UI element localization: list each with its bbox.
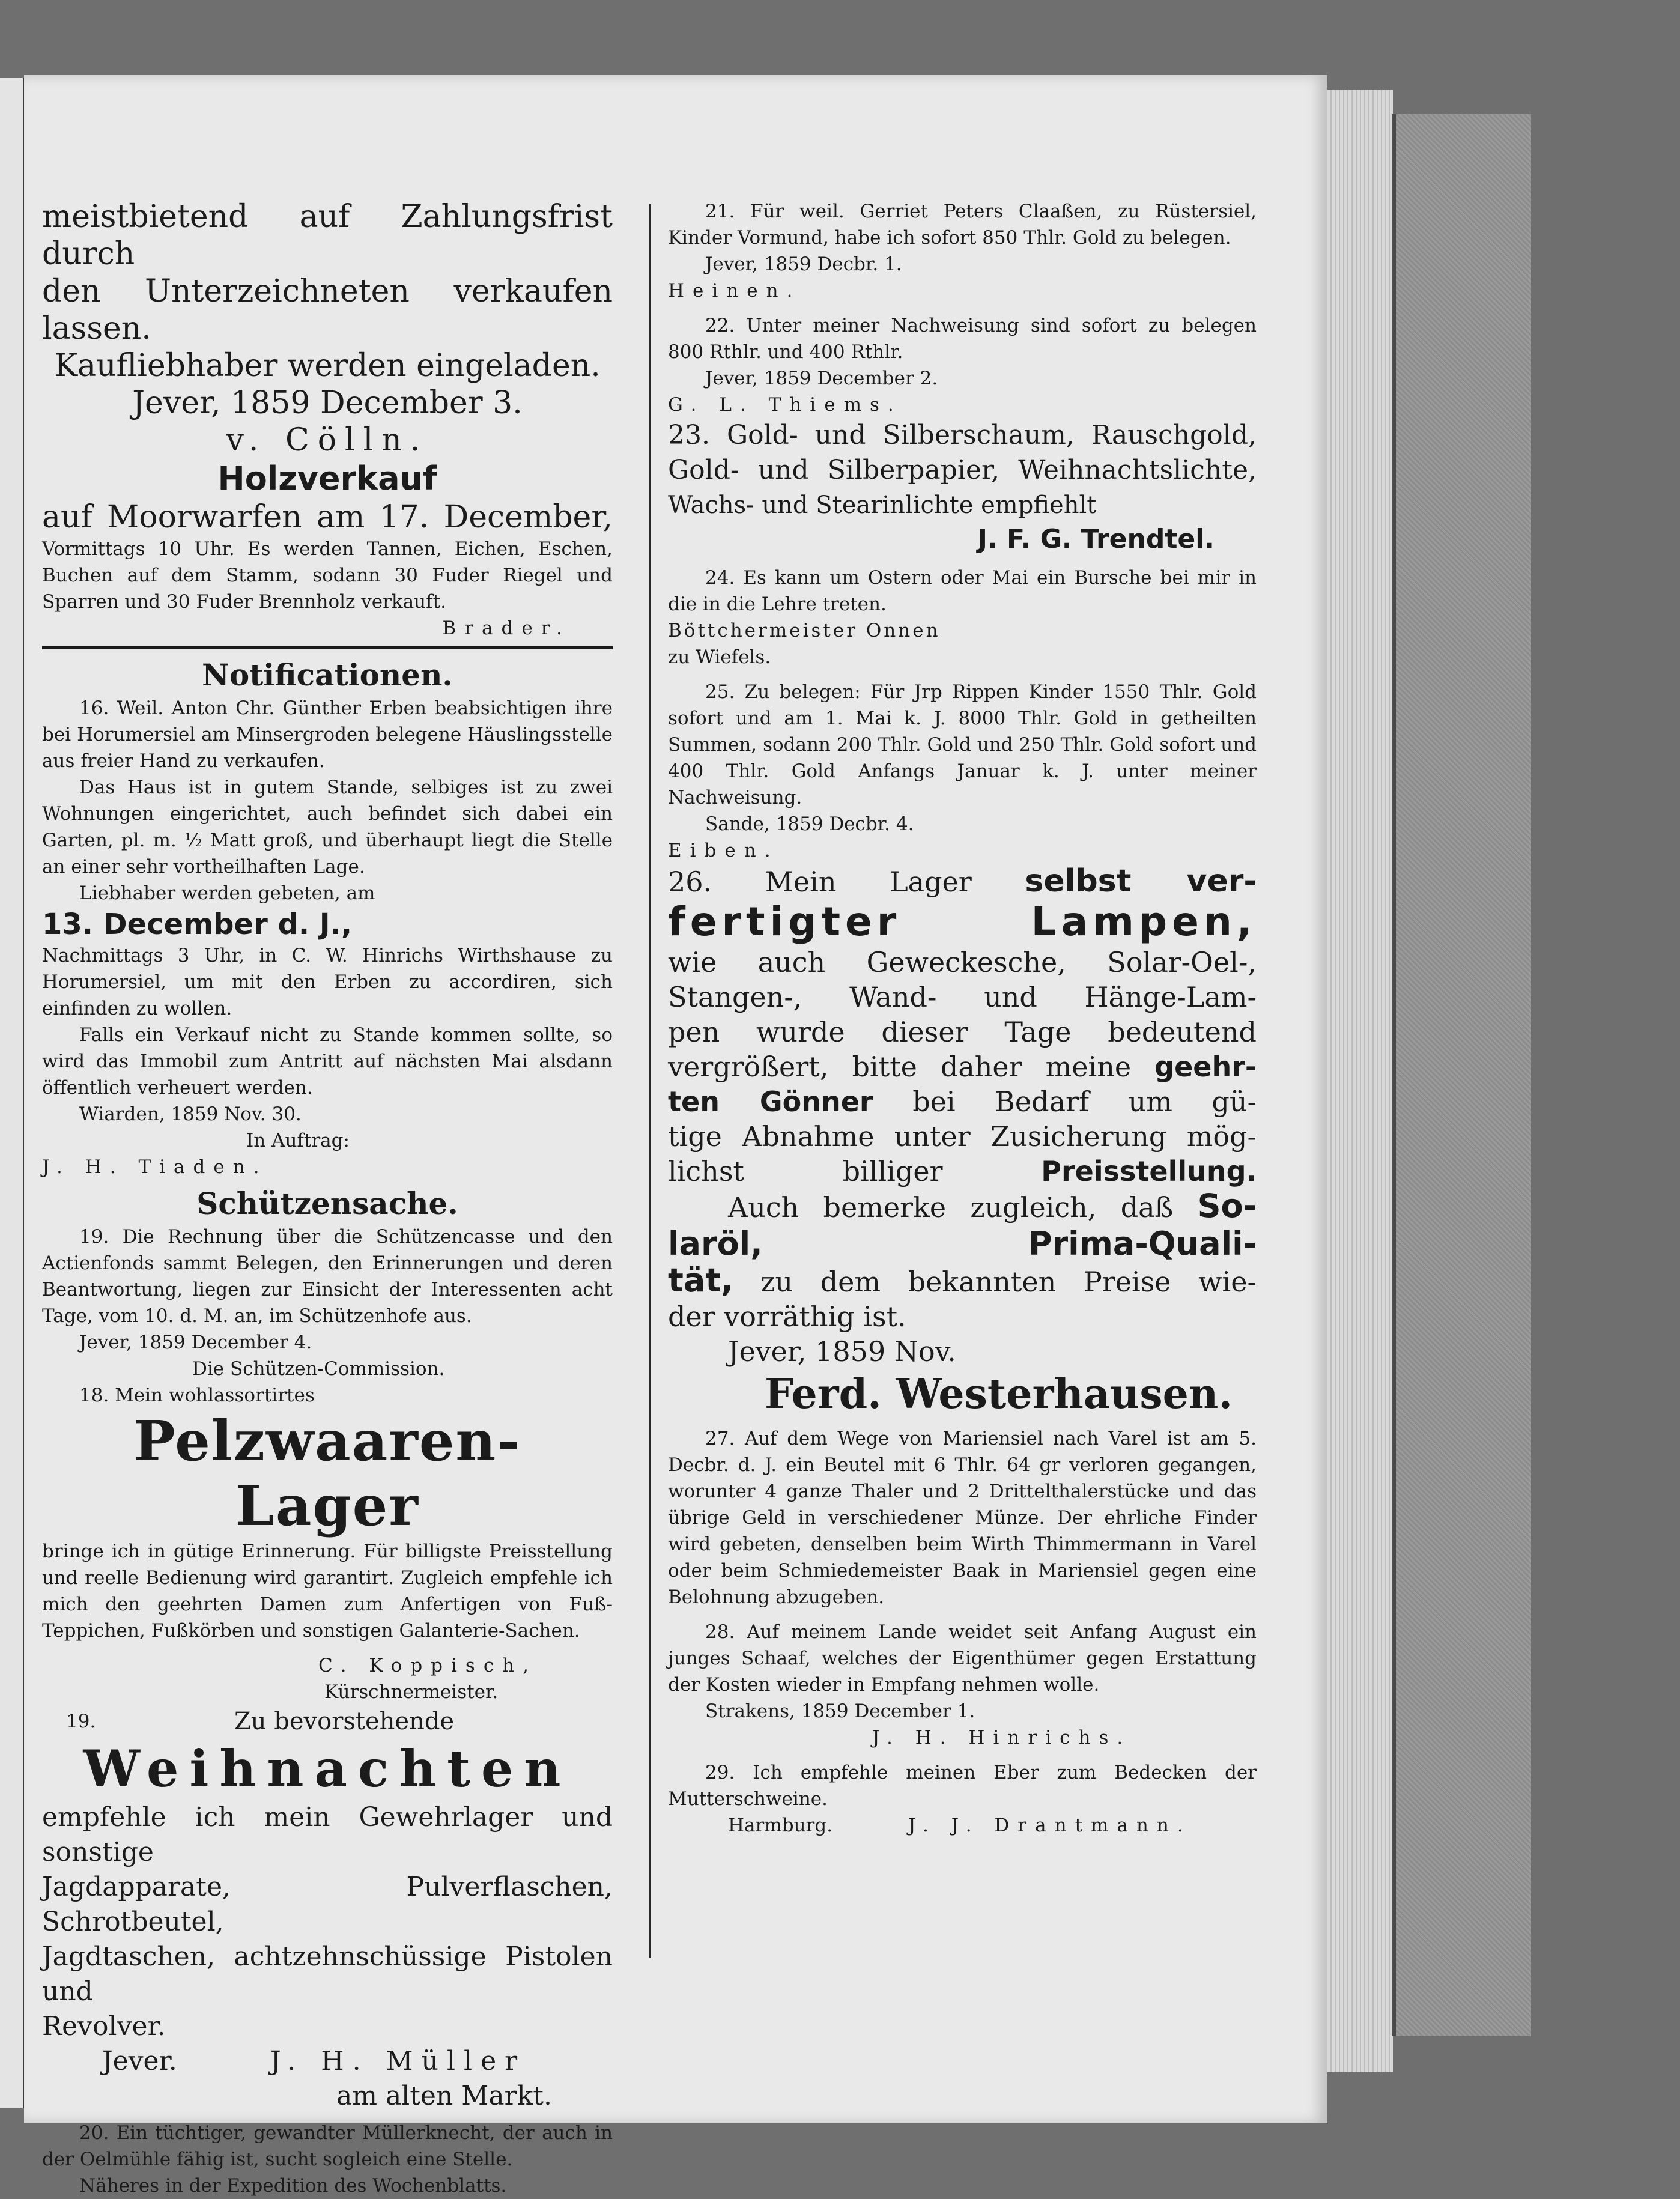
left-column	[42, 198, 613, 2199]
emphasis-text: So-	[1197, 1187, 1257, 1225]
notice-19b	[42, 1705, 613, 2114]
notice-subtitle: auf Moorwarfen am 17. December,	[42, 499, 613, 535]
notice-22	[668, 312, 1257, 418]
text-line: wie auch Geweckesche, Solar-Oel-,	[668, 946, 1257, 978]
section-heading-schuetzensache: Schützensache.	[196, 1186, 458, 1221]
holzverkauf-notice	[42, 459, 613, 642]
notice-number: 19.	[66, 1711, 96, 1732]
notice-title-pelzwaaren: Pelzwaaren-Lager	[133, 1409, 521, 1538]
text-line: zu dem bekannten Preise wie-	[760, 1266, 1257, 1298]
section-rule	[42, 646, 613, 649]
text-line: Wachs- und Stearinlichte empfiehlt	[668, 491, 1097, 519]
text-line: Jagdtaschen, achtzehnschüssige Pistolen und	[42, 1941, 613, 2007]
notice-text: 25. Zu belegen: Für Jrp Rippen Kinder 1550 Thlr. Gold sofort und am 1. Mai k. J. 8000 Thlr. Gold in getheilten Summen, sodann 200 Thlr. Gold und 250 Thlr. Gold sofort und 400 Thlr. Gold Anfangs Januar k. J. unter meiner Nachweisung.	[668, 681, 1257, 808]
notice-23	[668, 418, 1257, 556]
notice-text: 21. Für weil. Gerriet Peters Claaßen, zu Rüstersiel, Kinder Vormund, habe ich sofort 850 Thlr. Gold zu belegen.	[668, 201, 1257, 249]
notice-25	[668, 679, 1257, 864]
emphasis-line: laröl, Prima-Quali-	[668, 1225, 1257, 1263]
text-line: Auch bemerke zugleich, daß	[728, 1191, 1174, 1224]
notice-19a	[42, 1224, 613, 1382]
notice-text: 28. Auf meinem Lande weidet seit Anfang August ein junges Schaaf, welches der Eigenthümer gegen Erstattung der Kosten wieder in Empfang nehmen wolle.	[668, 1621, 1257, 1696]
signature: J. H. Hinrichs.	[872, 1727, 1132, 1749]
place-date: Strakens, 1859 December 1.	[705, 1700, 975, 1722]
notice-title-weihnachten: Weihnachten	[83, 1739, 572, 1798]
emphasis-text: Preisstellung.	[1041, 1155, 1257, 1187]
notice-24	[668, 565, 1257, 670]
right-column	[668, 198, 1257, 1839]
notice-text: 22. Unter meiner Nachweisung sind sofort zu belegen 800 Rthlr. und 400 Rthlr.	[668, 315, 1257, 363]
emphasis-text: selbst ver-	[1025, 863, 1257, 899]
notice-text: bringe ich in gütige Erinnerung. Für billigste Preisstellung und reelle Bedienung wird garantirt. Zugleich empfehle ich mich den geehrten Damen zum Anfertigen von Fuß-Teppichen, Fußkörben und sonstigen Galanterie-Sachen.	[42, 1541, 613, 1642]
previous-page-edge	[0, 78, 25, 2108]
text-line: pen wurde dieser Tage bedeutend	[668, 1016, 1257, 1048]
place: zu Wiefels.	[668, 646, 771, 668]
text-line: meistbietend auf Zahlungsfrist durch	[42, 199, 613, 272]
text-line: lichst billiger	[668, 1155, 943, 1187]
notice-body: Vormittags 10 Uhr. Es werden Tannen, Eichen, Eschen, Buchen auf dem Stamm, sodann 30 Fuder Riegel und Sparren und 30 Fuder Brennholz verkauft.	[42, 538, 613, 613]
text-line: vergrößert, bitte daher meine	[668, 1051, 1132, 1083]
notice-text: Falls ein Verkauf nicht zu Stande kommen sollte, so wird das Immobil zum Antritt auf nächsten Mai alsdann öffentlich verheuert werden.	[42, 1024, 613, 1099]
text-line: Stangen-, Wand- und Hänge-Lam-	[668, 981, 1257, 1013]
text-line: Revolver.	[42, 2011, 166, 2042]
text-line: der vorräthig ist.	[668, 1300, 906, 1333]
place: Jever.	[102, 2046, 177, 2076]
text-line: bei Bedarf um gü-	[912, 1085, 1257, 1118]
signature: Heinen.	[668, 280, 801, 302]
notice-text: 29. Ich empfehle meinen Eber zum Bedecken der Mutterschweine.	[668, 1762, 1257, 1810]
place-date: Sande, 1859 Decbr. 4.	[705, 813, 914, 835]
notice-28	[668, 1619, 1257, 1751]
notice-text: 27. Auf dem Wege von Mariensiel nach Varel ist am 5. Decbr. d. J. ein Beutel mit 6 Thlr. 64 gr verloren gegangen, worunter 4 ganze Thaler und 2 Drittelthalerstücke und das übrige Geld in verschiedener Münze. Der ehrliche Finder wird gebeten, denselben beim Wirth Thimmermann in Varel oder beim Schmiedemeister Baak in Mariensiel gegen eine Belohnung abzugeben.	[668, 1428, 1257, 1608]
notice-18	[42, 1382, 613, 1705]
emphasis-text: tät,	[668, 1261, 733, 1299]
text-line: Kaufliebhaber werden eingeladen.	[54, 348, 601, 384]
notice-29	[668, 1759, 1257, 1839]
signature: Böttchermeister Onnen	[668, 620, 941, 642]
notice-26	[668, 864, 1257, 1419]
signature: v. Cölln.	[226, 422, 429, 458]
notice-text: Das Haus ist in gutem Stande, selbiges ist zu zwei Wohnungen eingerichtet, auch befindet sich dabei ein Garten, pl. m. ½ Matt groß, und überhaupt liegt die Stelle an einer sehr vortheilhaften Lage.	[42, 777, 613, 878]
notice-text: 20. Ein tüchtiger, gewandter Müllerknecht, der auch in der Oelmühle fähig ist, sucht sogleich eine Stelle.	[42, 2122, 613, 2170]
notice-21	[668, 198, 1257, 304]
place: Harmburg.	[728, 1815, 833, 1836]
text-line: den Unterzeichneten verkaufen lassen.	[42, 273, 613, 347]
notice-text: Liebhaber werden gebeten, am	[79, 882, 375, 904]
emphasis-text: ten Gönner	[668, 1085, 873, 1118]
notice-20	[42, 2120, 613, 2199]
notice-title: Holzverkauf	[217, 460, 437, 497]
signature-role: Kürschnermeister.	[324, 1681, 499, 1703]
section-heading-notifications: Notificationen.	[202, 657, 453, 693]
notice-text: 19. Die Rechnung über die Schützencasse und den Actienfonds sammt Belegen, den Erinnerungen und deren Beantwortung, liegen zur Einsicht der Interessenten acht Tage, vom 10. d. M. an, im Schützenhofe aus.	[42, 1226, 613, 1327]
place-date: Jever, 1859 Nov.	[728, 1335, 956, 1368]
emphasis-text: geehr-	[1154, 1051, 1257, 1083]
signature: Ferd. Westerhausen.	[764, 1370, 1233, 1418]
text-line: Jagdapparate, Pulverflaschen, Schrotbeutel,	[42, 1872, 613, 1937]
signature: J. H. Tiaden.	[42, 1156, 268, 1178]
auction-date: 13. December d. J.,	[42, 908, 353, 941]
signature: Die Schützen-Commission.	[192, 1358, 445, 1380]
notice-intro: 18. Mein wohlassortirtes	[79, 1385, 315, 1406]
place-date: Jever, 1859 December 3.	[132, 385, 523, 421]
address: am alten Markt.	[336, 2081, 552, 2111]
emphasis-line: fertigter Lampen,	[668, 899, 1257, 945]
column-divider	[649, 204, 651, 1958]
place-date: Jever, 1859 December 2.	[705, 368, 938, 389]
signature: C. Koppisch,	[318, 1655, 538, 1676]
signature: G. L. Thiems.	[668, 394, 902, 416]
notice-intro: Zu bevorstehende	[234, 1708, 455, 1735]
commission-label: In Auftrag:	[246, 1130, 350, 1151]
text-line: tige Abnahme unter Zusicherung mög-	[668, 1120, 1257, 1153]
notice-text: 16. Weil. Anton Chr. Günther Erben beabsichtigen ihre bei Horumersiel am Minsergroden belegene Häuslingsstelle aus freier Hand zu verkaufen.	[42, 697, 613, 772]
notice-text: 24. Es kann um Ostern oder Mai ein Bursche bei mir in die in die Lehre treten.	[668, 567, 1257, 615]
notice-text: Näheres in der Expedition des Wochenblatts.	[79, 2175, 507, 2197]
text-line: Gold- und Silberpapier, Weihnachtslichte,	[668, 455, 1257, 485]
place-date: Jever, 1859 December 4.	[79, 1332, 312, 1353]
place-date: Jever, 1859 Decbr. 1.	[705, 253, 902, 275]
text-line: 26. Mein Lager	[668, 866, 972, 898]
notice-text: Nachmittags 3 Uhr, in C. W. Hinrichs Wirthshause zu Horumersiel, um mit den Erben zu accordiren, sich einfinden zu wollen.	[42, 945, 613, 1019]
text-line: 23. Gold- und Silberschaum, Rauschgold,	[668, 420, 1257, 450]
notice-16	[42, 695, 613, 1180]
notice-27	[668, 1425, 1257, 1610]
text-line: empfehle ich mein Gewehrlager und sonstige	[42, 1802, 613, 1867]
book-cover	[1392, 114, 1531, 2036]
place-date: Wiarden, 1859 Nov. 30.	[79, 1103, 302, 1125]
signature: J. H. Müller	[270, 2046, 526, 2076]
signature: Eiben.	[668, 840, 779, 861]
signature: J. F. G. Trendtel.	[977, 524, 1215, 554]
sale-notice-top	[42, 198, 613, 459]
page-stack-edges	[1327, 90, 1393, 2072]
signature: Brader.	[442, 617, 571, 639]
signature: J. J. Drantmann.	[908, 1815, 1192, 1836]
